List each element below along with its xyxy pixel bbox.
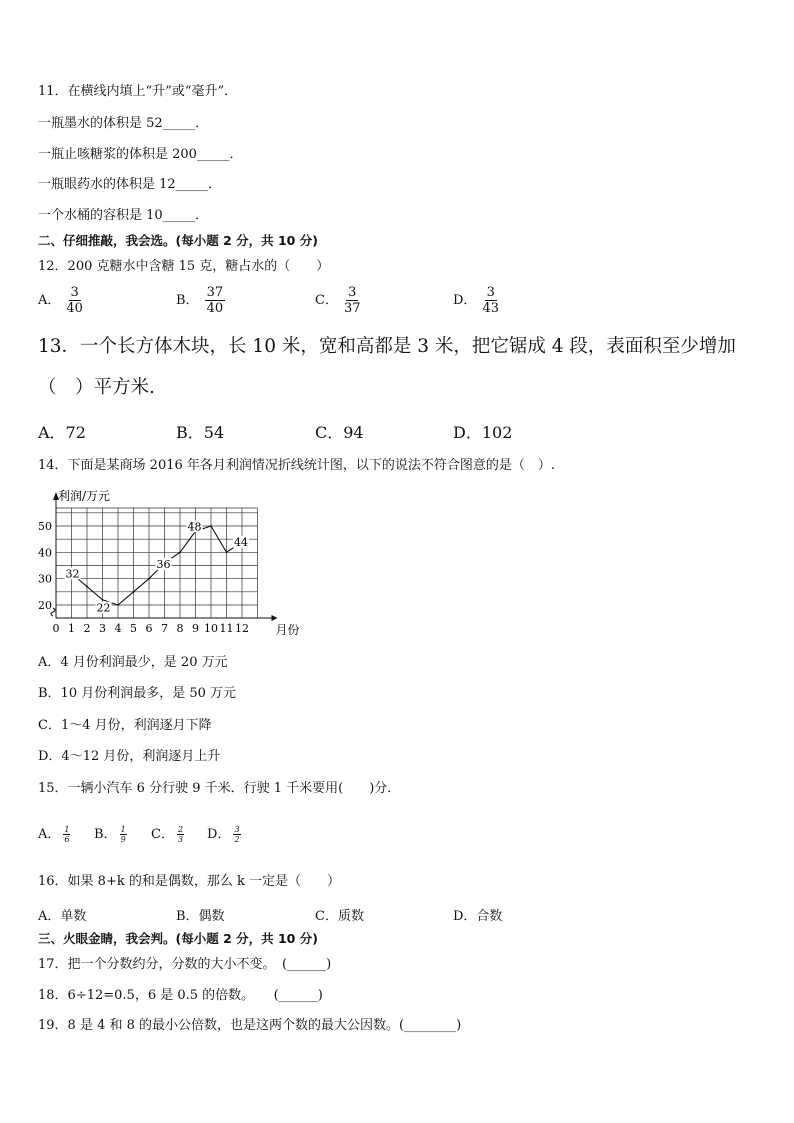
option-label: C．	[315, 293, 338, 308]
q15-option-d[interactable]	[207, 823, 241, 844]
denominator: 37	[343, 301, 361, 316]
data-label: 32	[65, 567, 80, 581]
data-label: 22	[96, 601, 111, 615]
numerator: 3	[70, 285, 79, 300]
option-label: B．	[94, 827, 117, 842]
option-label: B．	[176, 293, 199, 308]
denominator: 40	[206, 301, 224, 316]
profit-line-chart	[30, 488, 300, 640]
q19-stem: 19．8 是 4 和 8 的最小公倍数，也是这两个数的最大公因数。(________)	[38, 1018, 462, 1033]
x-tick-label: 11	[219, 622, 234, 635]
x-tick-label: 12	[235, 622, 249, 635]
x-tick-label: 9	[192, 622, 199, 635]
data-label: 36	[156, 557, 171, 571]
y-axis-title: 利润/万元	[58, 489, 111, 503]
fraction	[120, 825, 127, 844]
q15-option-c[interactable]	[151, 823, 184, 844]
x-tick-label: 2	[83, 622, 91, 635]
q13-stem-line2: （ ）平方米.	[38, 377, 155, 398]
section2-title: 二、仔细推敲，我会选。(每小题 2 分，共 10 分)	[38, 233, 318, 248]
numerator: 1	[120, 825, 126, 834]
denominator: 3	[177, 835, 184, 844]
q12-option-c[interactable]	[315, 285, 361, 316]
y-tick-label: 40	[38, 546, 52, 560]
q16-stem: 16．如果 8+k 的和是偶数，那么 k 一定是（ ）	[38, 874, 340, 889]
q13-option-b[interactable]: B．54	[176, 423, 225, 442]
q13-option-d[interactable]: D．102	[453, 423, 513, 442]
data-point	[179, 551, 181, 553]
fraction	[205, 285, 226, 316]
denominator: 6	[64, 835, 70, 844]
q12-stem: 12．200 克糖水中含糖 15 克，糖占水的（ ）	[38, 259, 330, 274]
q11-stem: 11．在横线内填上“升”或“毫升”．	[38, 84, 238, 99]
q14-option-d[interactable]: D．4～12 月份，利润逐月上升	[38, 749, 221, 764]
numerator: 2	[177, 825, 184, 834]
q14-option-a[interactable]: A．4 月份利润最少，是 20 万元	[38, 655, 228, 670]
q12-option-b[interactable]	[176, 285, 225, 316]
numerator: 3	[486, 285, 495, 300]
x-axis-title: 月份	[275, 623, 300, 637]
denominator: 2	[234, 835, 240, 844]
numerator: 3	[348, 285, 357, 300]
numerator: 3	[234, 825, 240, 834]
x-tick-label: 7	[161, 622, 168, 635]
q11-item-2: 一瓶止咳糖浆的体积是 200_____．	[38, 147, 243, 162]
data-point	[86, 586, 88, 588]
q13-option-a[interactable]: A．72	[38, 423, 86, 442]
y-tick-label: 50	[38, 520, 52, 533]
q17-stem: 17．把一个分数约分，分数的大小不变。 (______)	[38, 957, 332, 972]
q12-option-d[interactable]	[453, 285, 499, 316]
x-tick-label: 10	[204, 622, 218, 635]
chart-labels	[38, 488, 300, 637]
denominator: 40	[66, 301, 83, 316]
data-point	[210, 525, 212, 527]
q15-option-a[interactable]	[38, 823, 70, 844]
data-point	[226, 551, 228, 553]
y-tick-label: 20	[38, 599, 52, 612]
data-point	[117, 604, 119, 606]
option-label: A．	[38, 827, 61, 842]
x-tick-label: 0	[52, 622, 60, 635]
q16-option-d[interactable]: D．合数	[453, 909, 503, 924]
denominator: 9	[120, 835, 126, 844]
section3-title: 三、火眼金睛，我会判。(每小题 2 分，共 10 分)	[38, 931, 318, 946]
option-label: D．	[453, 293, 477, 308]
x-tick-label: 1	[68, 622, 75, 635]
denominator: 43	[482, 301, 499, 316]
fraction	[177, 825, 184, 844]
data-point	[102, 599, 104, 601]
x-tick-label: 3	[99, 622, 106, 635]
x-tick-label: 6	[145, 622, 153, 635]
fraction	[66, 285, 83, 316]
x-tick-label: 8	[176, 622, 184, 635]
q11-item-1: 一瓶墨水的体积是 52_____．	[38, 116, 209, 131]
x-tick-label: 5	[130, 622, 137, 635]
fraction	[344, 285, 361, 316]
numerator: 1	[64, 825, 70, 834]
option-label: C．	[151, 827, 174, 842]
q14-option-c[interactable]: C．1～4 月份，利润逐月下降	[38, 718, 212, 733]
q14-stem: 14．下面是某商场 2016 年各月利润情况折线统计图，以下的说法不符合图意的是（ ）.	[38, 458, 556, 473]
q16-option-b[interactable]: B．偶数	[176, 909, 225, 924]
q12-option-a[interactable]	[38, 285, 83, 316]
q11-item-3: 一瓶眼药水的体积是 12_____．	[38, 177, 222, 192]
q16-option-a[interactable]: A．单数	[38, 909, 87, 924]
option-label: D．	[207, 827, 231, 842]
fraction	[482, 285, 499, 316]
q15-option-b[interactable]	[94, 823, 127, 844]
q13-stem-line1: 13．一个长方体木块，长 10 米，宽和高都是 3 米，把它锯成 4 段，表面积至少增加	[38, 336, 736, 357]
data-point	[133, 591, 135, 593]
x-tick-label: 4	[114, 622, 122, 635]
x-axis-arrow	[272, 615, 278, 621]
fraction	[63, 825, 70, 844]
q11-item-4: 一个水桶的容积是 10_____．	[38, 208, 209, 223]
q15-stem: 15．一辆小汽车 6 分行驶 9 千米．行驶 1 千米要用( )分．	[38, 781, 401, 796]
fraction	[233, 825, 240, 844]
q14-option-b[interactable]: B．10 月份利润最多，是 50 万元	[38, 686, 237, 701]
y-tick-label: 30	[38, 572, 52, 586]
data-label: 48	[187, 520, 202, 534]
data-label: 44	[234, 535, 248, 549]
data-point	[148, 578, 150, 580]
numerator: 37	[206, 285, 224, 300]
option-label: A．	[38, 293, 61, 308]
q18-stem: 18．6÷12=0.5，6 是 0.5 的倍数。 (______)	[38, 988, 323, 1003]
q13-option-c[interactable]: C．94	[315, 423, 364, 442]
q16-option-c[interactable]: C．质数	[315, 909, 364, 924]
